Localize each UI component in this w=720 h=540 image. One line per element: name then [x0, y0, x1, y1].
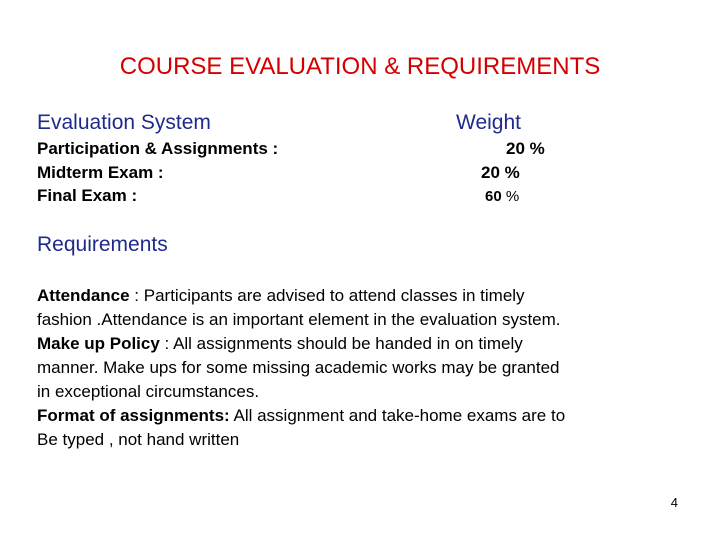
weight-unit: %	[529, 139, 545, 158]
evaluation-row-final-label: Final Exam :	[37, 186, 138, 205]
makeup-separator: :	[159, 334, 174, 353]
attendance-separator: :	[129, 286, 144, 305]
attendance-text-line-2: fashion .Attendance is an important element in the evaluation system.	[37, 310, 561, 329]
page-number: 4	[670, 495, 678, 510]
requirements-body	[37, 284, 687, 452]
weight-value: 20	[506, 139, 525, 158]
attendance-paragraph	[37, 284, 687, 308]
weight-value: 20	[481, 163, 500, 182]
makeup-text-line-1: All assignments should be handed in on timely	[173, 334, 523, 353]
attendance-label: Attendance	[37, 286, 130, 305]
format-text-line-1: All assignment and take-home exams are to	[229, 406, 566, 425]
slide-title: COURSE EVALUATION & REQUIREMENTS	[119, 53, 601, 80]
weight-value: 60	[485, 188, 502, 205]
weight-unit: %	[504, 163, 520, 182]
evaluation-row-participation-label: Participation & Assignments :	[37, 139, 279, 158]
evaluation-row-participation-weight	[506, 138, 545, 160]
evaluation-row-final-weight	[485, 186, 519, 208]
format-text-line-2: Be typed , not hand written	[37, 430, 240, 449]
evaluation-system-header: Evaluation System	[37, 111, 211, 134]
attendance-text-line-1: Participants are advised to attend classes in timely	[143, 286, 525, 305]
makeup-label: Make up Policy	[37, 334, 160, 353]
format-label: Format of assignments:	[37, 406, 230, 425]
evaluation-row-midterm-weight	[481, 162, 520, 184]
makeup-text-line-3: in exceptional circumstances.	[37, 382, 260, 401]
requirements-heading: Requirements	[37, 233, 168, 256]
makeup-paragraph	[37, 332, 687, 356]
evaluation-row-midterm-label: Midterm Exam :	[37, 163, 164, 182]
weight-header: Weight	[456, 111, 521, 134]
weight-unit: %	[505, 188, 520, 205]
format-paragraph	[37, 404, 687, 428]
makeup-text-line-2: manner. Make ups for some missing academic works may be granted	[37, 358, 560, 377]
